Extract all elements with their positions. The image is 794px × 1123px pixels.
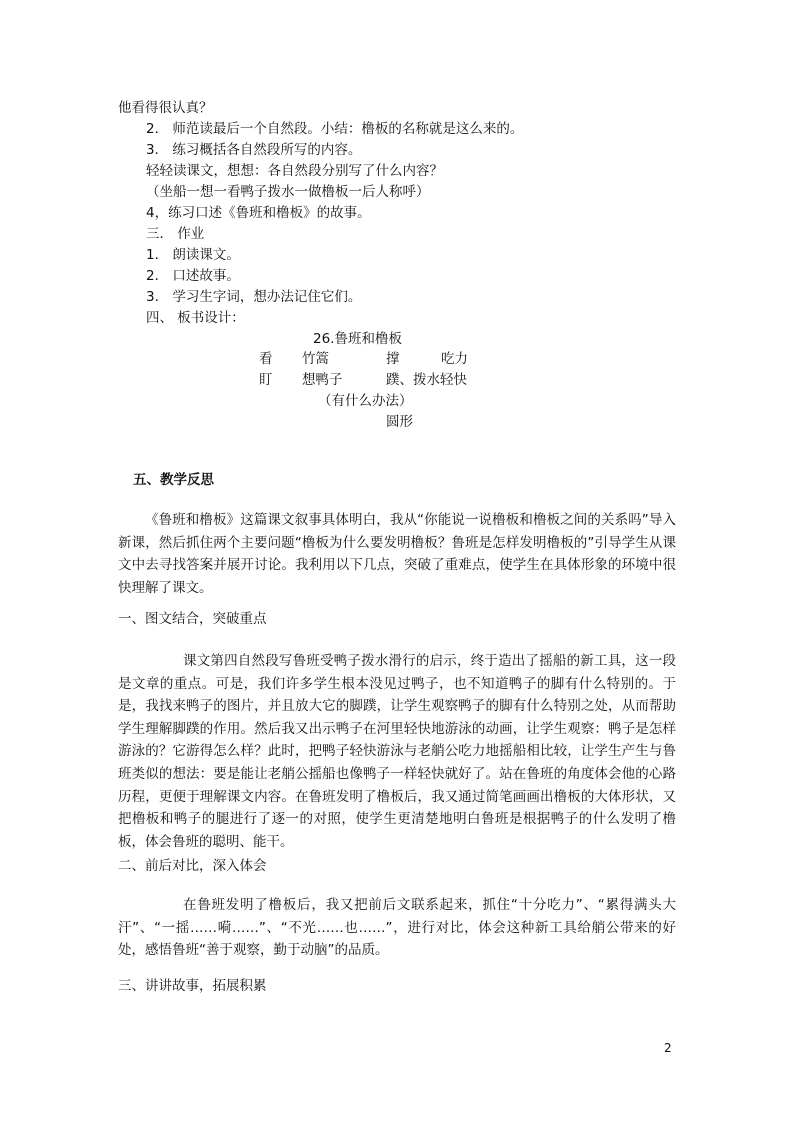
board-cell: （有什么办法） <box>318 393 413 409</box>
paragraph: 课文第四自然段写鲁班受鸭子拨水滑行的启示，终于造出了摇船的新工具，这一段是文章的重点。可是，我们许多学生根本没见过鸭子，也不知道鸭子的脚有什么特别的。于是，我找来鸭子的图片，并且放大它的脚蹼，让学生观察鸭子的脚有什么特别之处，从而帮助学生理解脚蹼的作用。然后我又出示鸭子在河里轻快地游泳的动画，让学生观察：鸭子是怎样游泳的？它游得怎么样？此时，把鸭子轻快游泳与老艄公吃力地摇船相比较，让学生产生与鲁班类似的想法：要是能让老艄公摇船也像鸭子一样轻快就好了。站在鲁班的角度体会他的心路历程，更便于理解课文内容。在鲁班发明了橹板后，我又通过简笔画画出橹板的大体形状，又把橹板和鸭子的腿进行了逐一的对照，使学生更清楚地明白鲁班是根据鸭子的什么发明了橹板，体会鲁班的聪明、能干。 <box>118 653 676 850</box>
paragraph: 《鲁班和橹板》这篇课文叙事具体明白，我从“你能说一说橹板和橹板之间的关系吗”导入新课，然后抓住两个主要问题“橹板为什么要发明橹板？鲁班是怎样发明橹板的”引导学生从课文中去寻找答案并展开讨论。我利用以下几点，突破了重难点，使学生在具体形象的环境中很快理解了课文。 <box>118 512 676 596</box>
text-line: 轻轻读课文，想想：各自然段分别写了什么内容？ <box>146 163 443 179</box>
board-cell: 竹篙 <box>302 351 329 367</box>
text-line: 1． 朗读课文。 <box>146 247 240 263</box>
text-line: 2． 师范读最后一个自然段。小结：橹板的名称就是这么来的。 <box>146 121 524 137</box>
text-line: （坐船一想一看鸭子拨水一做橹板一后人称呼） <box>146 184 430 200</box>
board-cell: 盯 <box>259 372 273 388</box>
subheading: 一、图文结合，突破重点 <box>118 611 267 627</box>
subheading: 三、讲讲故事，拓展积累 <box>118 978 267 994</box>
board-cell: 蹼、拨水轻快 <box>386 372 467 388</box>
section-heading: 四、 板书设计： <box>146 310 245 326</box>
text-line: 3． 学习生字词，想办法记住它们。 <box>146 289 362 305</box>
board-cell: 撑 <box>386 351 400 367</box>
text-line: 3． 练习概括各自然段所写的内容。 <box>146 142 362 158</box>
text-line: 他看得很认真？ <box>118 100 213 116</box>
board-title: 26.鲁班和橹板 <box>313 331 402 347</box>
board-cell: 看 <box>259 351 273 367</box>
board-cell: 想鸭子 <box>302 372 343 388</box>
board-cell: 圆形 <box>386 414 413 430</box>
section-heading: 五、教学反思 <box>133 472 214 488</box>
page-number: 2 <box>664 1041 672 1055</box>
text-line: 2． 口述故事。 <box>146 268 240 284</box>
text-line: 4，练习口述《鲁班和橹板》的故事。 <box>146 205 371 221</box>
paragraph: 在鲁班发明了橹板后，我又把前后文联系起来，抓住“十分吃力”、“累得满头大汗”、“一摇……嗬……”、“不光……也……”，进行对比，体会这种新工具给艄公带来的好处，感悟鲁班“善于观察，勤于动脑”的品质。 <box>118 897 676 959</box>
subheading: 二、前后对比，深入体会 <box>118 858 267 874</box>
board-cell: 吃力 <box>441 351 468 367</box>
section-heading: 三． 作业 <box>146 226 205 242</box>
